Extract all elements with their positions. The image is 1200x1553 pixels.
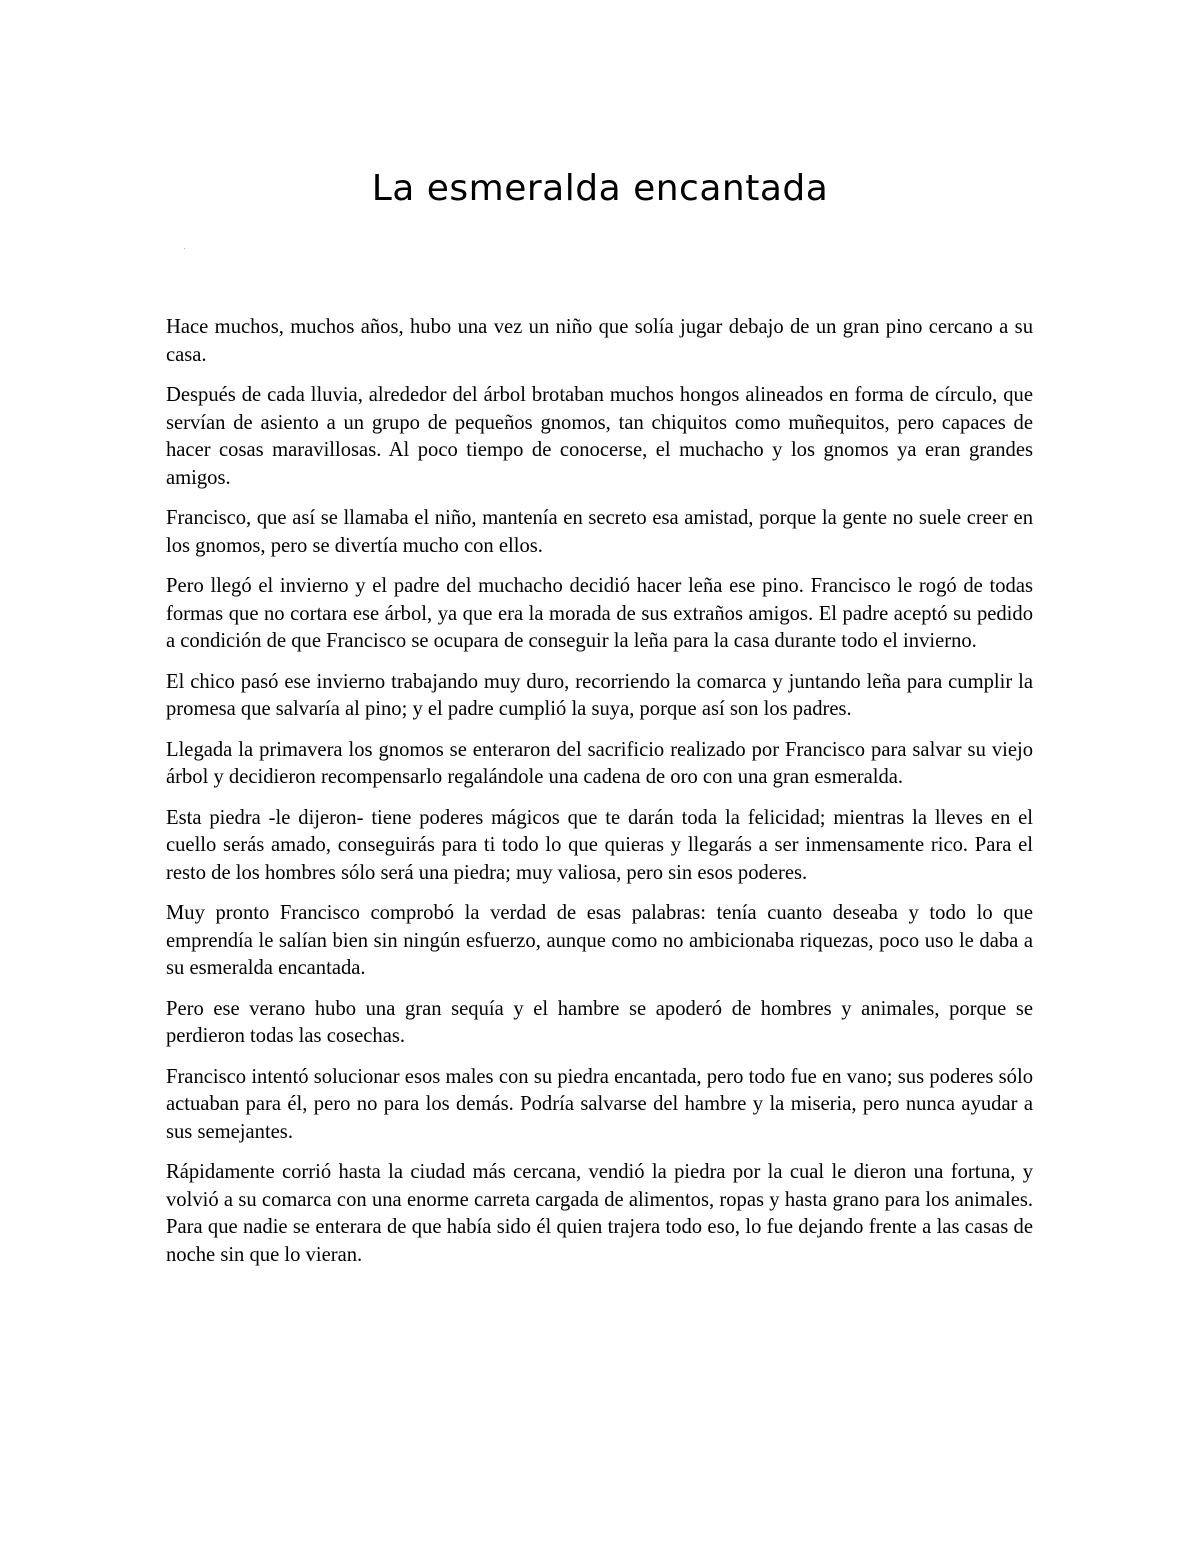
paragraph-6: Llegada la primavera los gnomos se enteraron del sacrificio realizado por Francisco para salvar su viejo árbol y decidieron recompensarlo regalándole una cadena de oro con una gran esmeralda. xyxy=(166,738,1033,788)
paragraph-11: Rápidamente corrió hasta la ciudad más cercana, vendió la piedra por la cual le dieron una fortuna, y volvió a su comarca con una enorme carreta cargada de alimentos, ropas y hasta grano para los animales. Para que nadie se enterara de que había sido él quien trajera todo eso, lo fue dejando frente a las casas de noche sin que lo vieran. xyxy=(166,1161,1033,1266)
paragraph-9: Pero ese verano hubo una gran sequía y el hambre se apoderó de hombres y animales, porque se perdieron todas las cosechas. xyxy=(166,997,1033,1047)
document-body xyxy=(166,314,1033,1282)
paragraph-3: Francisco, que así se llamaba el niño, mantenía en secreto esa amistad, porque la gente no suele creer en los gnomos, pero se divertía mucho con ellos. xyxy=(166,507,1033,557)
stray-mark xyxy=(184,248,185,249)
paragraph-4: Pero llegó el invierno y el padre del muchacho decidió hacer leña ese pino. Francisco le rogó de todas formas que no cortara ese árbol, ya que era la morada de sus extraños amigos. El padre aceptó su pedido a condición de que Francisco se ocupara de conseguir la leña para la casa durante todo el invierno. xyxy=(166,575,1033,652)
paragraph-8: Muy pronto Francisco comprobó la verdad de esas palabras: tenía cuanto deseaba y todo lo que emprendía le salían bien sin ningún esfuerzo, aunque como no ambicionaba riquezas, poco uso le daba a su esmeralda encantada. xyxy=(166,902,1033,979)
document-title: La esmeralda encantada xyxy=(371,168,829,209)
paragraph-7: Esta piedra -le dijeron- tiene poderes mágicos que te darán toda la felicidad; mientras la lleves en el cuello serás amado, conseguirás para ti todo lo que quieras y llegarás a ser inmensamente rico. Para el resto de los hombres sólo será una piedra; muy valiosa, pero sin esos poderes. xyxy=(166,806,1033,884)
paragraph-5: El chico pasó ese invierno trabajando muy duro, recorriendo la comarca y juntando leña para cumplir la promesa que salvaría al pino; y el padre cumplió la suya, porque así son los padres. xyxy=(166,670,1033,720)
paragraph-1: Hace muchos, muchos años, hubo una vez un niño que solía jugar debajo de un gran pino cercano a su casa. xyxy=(166,316,1033,366)
paragraph-10: Francisco intentó solucionar esos males con su piedra encantada, pero todo fue en vano; sus poderes sólo actuaban para él, pero no para los demás. Podría salvarse del hambre y la miseria, pero nunca ayudar a sus semejantes. xyxy=(166,1065,1033,1143)
paragraph-2: Después de cada lluvia, alrededor del árbol brotaban muchos hongos alineados en forma de círculo, que servían de asiento a un grupo de pequeños gnomos, tan chiquitos como muñequitos, pero capaces de hacer cosas maravillosas. Al poco tiempo de conocerse, el muchacho y los gnomos ya eran grandes amigos. xyxy=(166,384,1033,489)
